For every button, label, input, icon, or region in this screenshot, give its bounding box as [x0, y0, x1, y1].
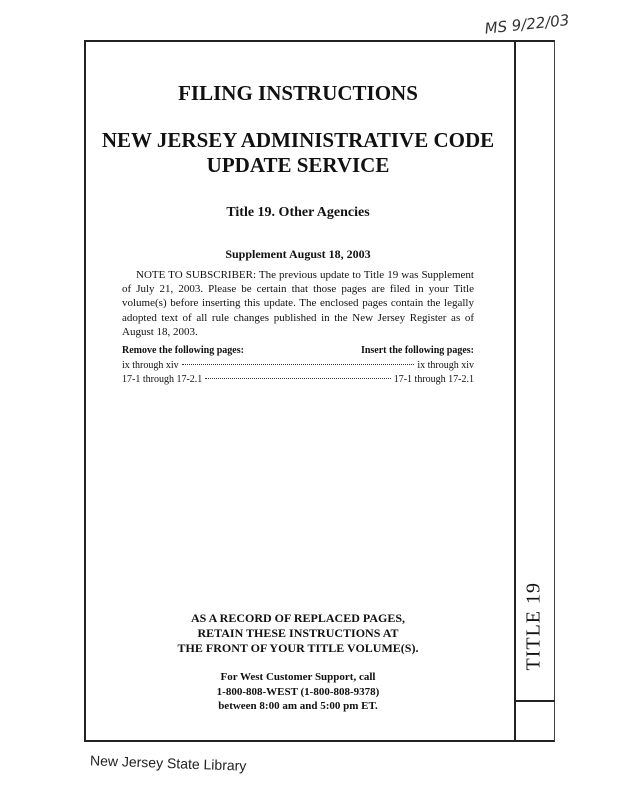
table-row [122, 374, 474, 385]
subscriber-note: NOTE TO SUBSCRIBER: The previous update to Title 19 was Supplement of July 21, 2003. Please be certain that those pages are filed in your Title volume(s) before inserting this update. The enclosed pages contain the legally adopted text of all rule changes published in the New Jersey Register as of August 18, 2003. [122, 269, 474, 338]
record-instruction [86, 611, 510, 656]
dot-leader [182, 364, 415, 365]
table-row [122, 360, 474, 371]
code-title [86, 128, 510, 178]
remove-pages-header: Remove the following pages: [122, 345, 244, 356]
remove-pages-cell: ix through xiv [122, 360, 179, 371]
record-line3: THE FRONT OF YOUR TITLE VOLUME(S). [177, 641, 419, 655]
customer-support [86, 670, 510, 714]
insert-pages-header: Insert the following pages: [360, 345, 474, 356]
insert-pages-cell: 17-1 through 17-2.1 [393, 374, 474, 385]
dot-leader [205, 378, 390, 379]
code-title-line2: UPDATE SERVICE [206, 153, 390, 177]
title-tab-label: TITLE 19 [522, 581, 545, 671]
record-line1: AS A RECORD OF REPLACED PAGES, [190, 611, 406, 625]
support-phone: 1-800-808-WEST (1-800-808-9378) [216, 685, 380, 698]
page-title: FILING INSTRUCTIONS [178, 81, 418, 105]
title-number: Title 19. Other Agencies [226, 205, 370, 220]
code-title-line1: NEW JERSEY ADMINISTRATIVE CODE [101, 128, 495, 152]
insert-pages-cell: ix through xiv [417, 360, 474, 371]
handwritten-initials-date: MS 9/22/03 [483, 10, 571, 38]
record-line2: RETAIN THESE INSTRUCTIONS AT [197, 626, 399, 640]
support-line1: For West Customer Support, call [220, 671, 376, 683]
tab-divider [516, 700, 555, 702]
library-stamp: New Jersey State Library [89, 752, 247, 774]
support-hours: between 8:00 am and 5:00 pm ET. [218, 700, 378, 712]
supplement-date: Supplement August 18, 2003 [225, 247, 371, 261]
remove-pages-cell: 17-1 through 17-2.1 [122, 374, 203, 385]
